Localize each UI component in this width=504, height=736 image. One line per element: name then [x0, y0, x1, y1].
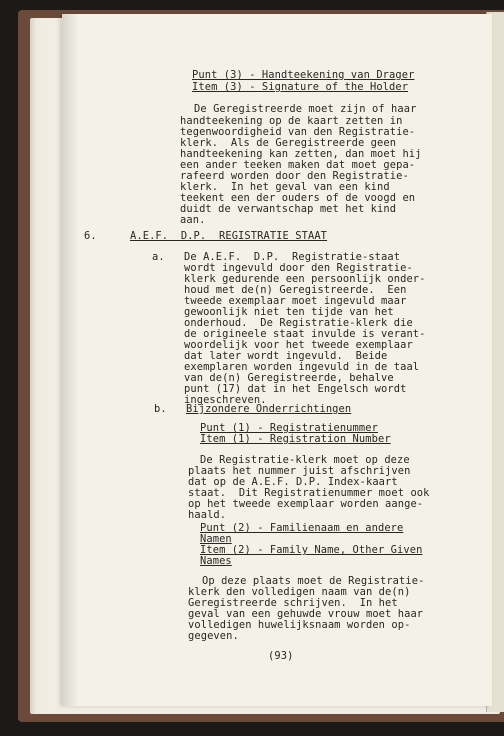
paragraph-line: gewoonlijk niet ten tijde van het — [184, 306, 394, 318]
paragraph-line: handteekening op de kaart zetten in — [180, 115, 403, 127]
paragraph-line: punt (17) dat in het Engelsch wordt — [184, 383, 407, 395]
item3-item-heading: Item (3) - Signature of the Holder — [192, 81, 409, 93]
section-title: A.E.F. D.P. REGISTRATIE STAAT — [130, 230, 328, 242]
paragraph-line: klerk. Als de Geregistreerde geen — [180, 137, 397, 149]
paragraph-line: gegeven. — [188, 630, 239, 642]
paragraph-line: duidt de verwantschap met het kind — [180, 203, 397, 215]
paragraph-line: houd met de(n) Geregistreerde. Een — [184, 284, 407, 296]
paragraph-line: tegenwoordigheid van den Registratie- — [180, 126, 416, 138]
paragraph-line: plaats het nummer juist afschrijven — [188, 465, 411, 477]
paragraph-line: staat. Dit Registratienummer moet ook — [188, 487, 430, 499]
paragraph-line: De Registratie-klerk moet op deze — [200, 454, 410, 466]
sub-b-title: Bijzondere Onderrichtingen — [186, 403, 352, 415]
section-number: 6. — [84, 230, 97, 242]
item2-item-heading: Item (2) - Family Name, Other Given — [200, 544, 423, 556]
item2-punt-heading-cont: Namen — [200, 533, 232, 545]
item1-punt-heading: Punt (1) - Registratienummer — [200, 422, 378, 434]
paragraph-line: wordt ingevuld door den Registratie- — [184, 262, 413, 274]
paragraph-line: aan. — [180, 214, 206, 226]
paragraph-line: De A.E.F. D.P. Registratie-staat — [184, 251, 401, 263]
item3-punt-heading: Punt (3) - Handteekening van Drager — [192, 69, 415, 81]
paragraph-line: haald. — [188, 509, 227, 521]
item1-item-heading: Item (1) - Registration Number — [200, 433, 391, 445]
paragraph-line: klerk. In het geval van een kind — [180, 181, 390, 193]
paragraph-line: Geregistreerde schrijven. In het — [188, 597, 398, 609]
paragraph-line: handteekening kan zetten, dan moet hij — [180, 148, 422, 160]
paragraph-line: klerk gedurende een persoonlijk onder- — [184, 273, 426, 285]
paragraph-line: volledigen huwelijksnaam worden op- — [188, 619, 411, 631]
paragraph-line: de origineele staat invulde is verant- — [184, 328, 426, 340]
sub-b-label: b. — [154, 403, 167, 415]
paragraph-line: Op deze plaats moet de Registratie- — [202, 575, 425, 587]
paragraph-line: op het tweede exemplaar worden aange- — [188, 498, 424, 510]
paragraph-line: De Geregistreerde moet zijn of haar — [194, 103, 417, 115]
paragraph-line: rafeerd worden door den Registratie- — [180, 170, 409, 182]
item2-punt-heading: Punt (2) - Familienaam en andere — [200, 522, 404, 534]
paragraph-line: exemplaren worden ingevuld in de taal — [184, 361, 420, 373]
paragraph-line: een ander teeken maken dat moet gepa- — [180, 159, 416, 171]
paragraph-line: dat op de A.E.F. D.P. Index-kaart — [188, 476, 398, 488]
paragraph-line: ingeschreven. — [184, 394, 267, 406]
item2-item-heading-cont: Names — [200, 555, 232, 567]
paragraph-line: geval van een gehuwde vrouw moet haar — [188, 608, 424, 620]
paragraph-line: onderhoud. De Registratie-klerk die — [184, 317, 413, 329]
paragraph-line: klerk den volledigen naam van de(n) — [188, 586, 411, 598]
sub-a-label: a. — [152, 251, 165, 263]
paragraph-line: van de(n) Geregistreerde, behalve — [184, 372, 394, 384]
paragraph-line: teekent een der ouders of de voogd en — [180, 192, 416, 204]
paragraph-line: woordelijk voor het tweede exemplaar — [184, 339, 413, 351]
paragraph-line: dat later wordt ingevuld. Beide — [184, 350, 388, 362]
paragraph-line: tweede exemplaar moet ingevuld maar — [184, 295, 407, 307]
page-number: (93) — [268, 650, 294, 662]
spine-shadow — [62, 14, 78, 706]
